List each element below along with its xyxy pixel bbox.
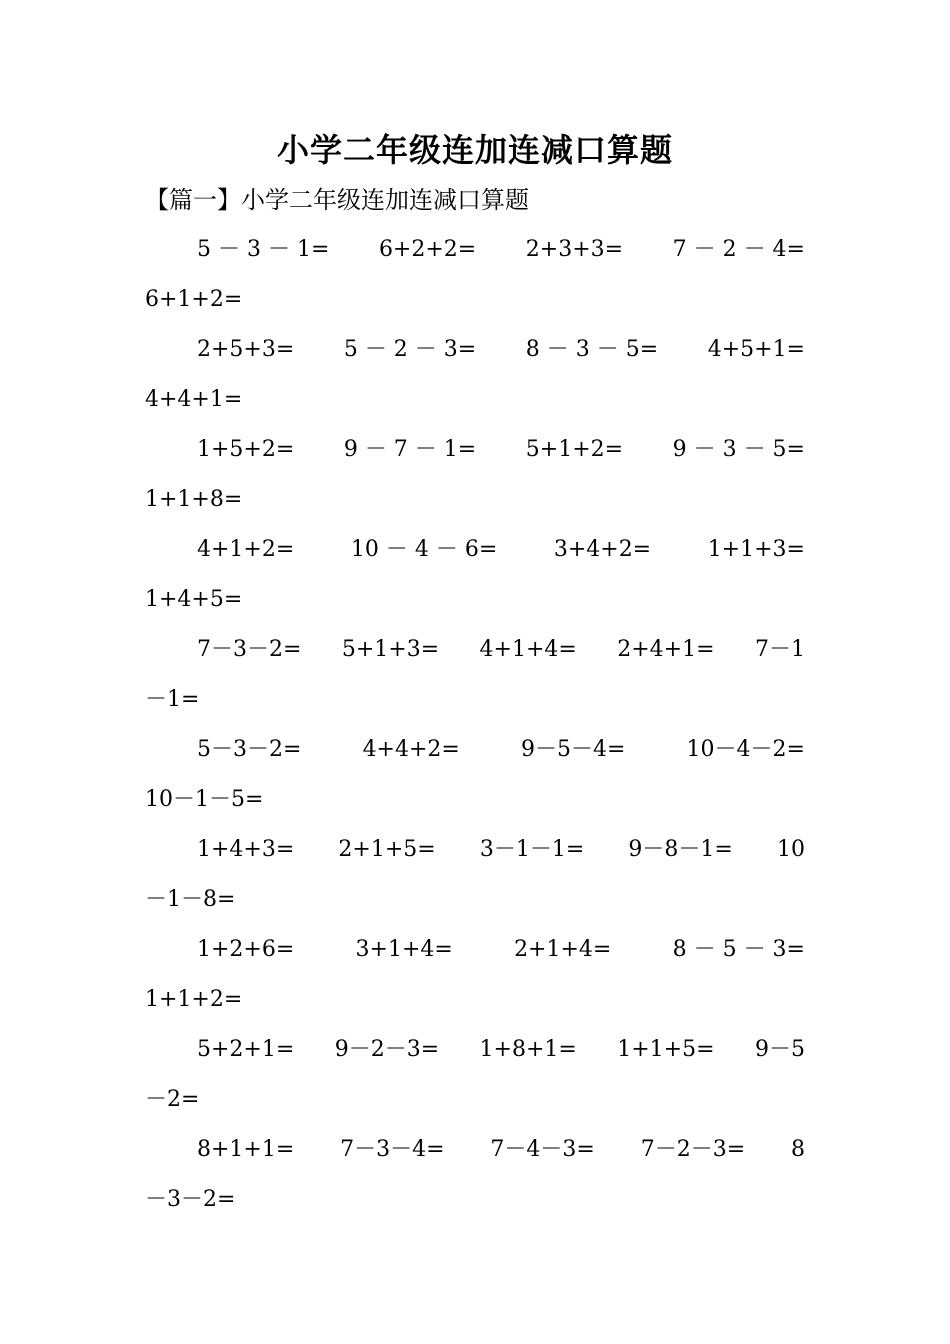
problem-item: 6+2+2=: [378, 237, 477, 262]
problem-item: 8 － 5 － 3=: [672, 937, 805, 962]
problem-item: 7－4－3=: [490, 1137, 595, 1162]
problem-item: 2+3+3=: [525, 237, 624, 262]
problem-item: 10－4－2=: [686, 737, 805, 762]
problem-line: [145, 330, 805, 380]
problem-item: 1+1+5=: [617, 1037, 715, 1062]
problem-item: 3+1+4=: [355, 937, 453, 962]
problem-item: 7－3－4=: [340, 1137, 445, 1162]
problem-item: 2+1+5=: [338, 837, 436, 862]
problem-list: [145, 230, 805, 1230]
problem-row: [145, 730, 805, 830]
problem-item: 8: [790, 1137, 805, 1162]
problem-line-wrap: －3－2=: [145, 1187, 236, 1212]
problem-row: [145, 330, 805, 430]
problem-row: [145, 830, 805, 930]
problem-row: [145, 530, 805, 630]
problem-item: 1+1+3=: [707, 537, 805, 562]
problem-line-wrap: 6+1+2=: [145, 287, 243, 312]
problem-item: 5+2+1=: [197, 1037, 295, 1062]
problem-line-wrap: －2=: [145, 1087, 200, 1112]
problem-item: 3+4+2=: [553, 537, 652, 562]
problem-item: 4+1+4=: [479, 637, 577, 662]
problem-line-wrap: －1－8=: [145, 887, 236, 912]
problem-line: [145, 530, 805, 580]
problem-item: 9－5－4=: [520, 737, 626, 762]
problem-row: [145, 1130, 805, 1230]
problem-item: 10 － 4 － 6=: [350, 537, 498, 562]
problem-item: 10: [776, 837, 805, 862]
problem-item: 2+1+4=: [514, 937, 612, 962]
problem-row: [145, 430, 805, 530]
problem-row: [145, 230, 805, 330]
page-title: 小学二年级连加连减口算题: [276, 131, 673, 169]
problem-line: [145, 1030, 805, 1080]
problem-line: [145, 630, 805, 680]
problem-item: 7－2－3=: [640, 1137, 746, 1162]
problem-line-wrap: 10－1－5=: [145, 787, 264, 812]
problem-row: [145, 630, 805, 730]
section-heading: 【篇一】小学二年级连加连减口算题: [145, 186, 529, 214]
problem-item: 9－8－1=: [628, 837, 733, 862]
problem-item: 1+8+1=: [479, 1037, 577, 1062]
problem-item: 4+1+2=: [197, 537, 295, 562]
problem-line-wrap: 1+1+8=: [145, 487, 243, 512]
problem-item: 9－5: [754, 1037, 805, 1062]
problem-item: 7 － 2 － 4=: [672, 237, 805, 262]
problem-item: 2+4+1=: [617, 637, 715, 662]
problem-item: 3－1－1=: [479, 837, 585, 862]
problem-item: 7－1: [754, 637, 805, 662]
problem-item: 4+5+1=: [707, 337, 805, 362]
problem-line-wrap: 1+4+5=: [145, 587, 243, 612]
problem-line: [145, 930, 805, 980]
problem-row: [145, 1030, 805, 1130]
problem-item: 8 － 3 － 5=: [525, 337, 659, 362]
problem-item: 1+2+6=: [197, 937, 295, 962]
problem-item: 8+1+1=: [197, 1137, 295, 1162]
problem-line: [145, 830, 805, 880]
problem-item: 5 － 3 － 1=: [197, 237, 330, 262]
problem-item: 9－2－3=: [334, 1037, 440, 1062]
problem-line: [145, 230, 805, 280]
problem-item: 5+1+2=: [525, 437, 624, 462]
problem-item: 5+1+3=: [341, 637, 440, 662]
problem-item: 9 － 3 － 5=: [672, 437, 805, 462]
problem-item: 1+4+3=: [197, 837, 295, 862]
problem-item: 7－3－2=: [197, 637, 302, 662]
problem-line: [145, 730, 805, 780]
problem-item: 1+5+2=: [197, 437, 295, 462]
problem-line: [145, 1130, 805, 1180]
problem-row: [145, 930, 805, 1030]
problem-item: 2+5+3=: [197, 337, 295, 362]
problem-item: 5－3－2=: [197, 737, 302, 762]
problem-item: 9 － 7 － 1=: [343, 437, 477, 462]
problem-item: 4+4+2=: [362, 737, 460, 762]
problem-line-wrap: －1=: [145, 687, 200, 712]
problem-line: [145, 430, 805, 480]
problem-item: 5 － 2 － 3=: [343, 337, 477, 362]
problem-line-wrap: 1+1+2=: [145, 987, 243, 1012]
problem-line-wrap: 4+4+1=: [145, 387, 243, 412]
